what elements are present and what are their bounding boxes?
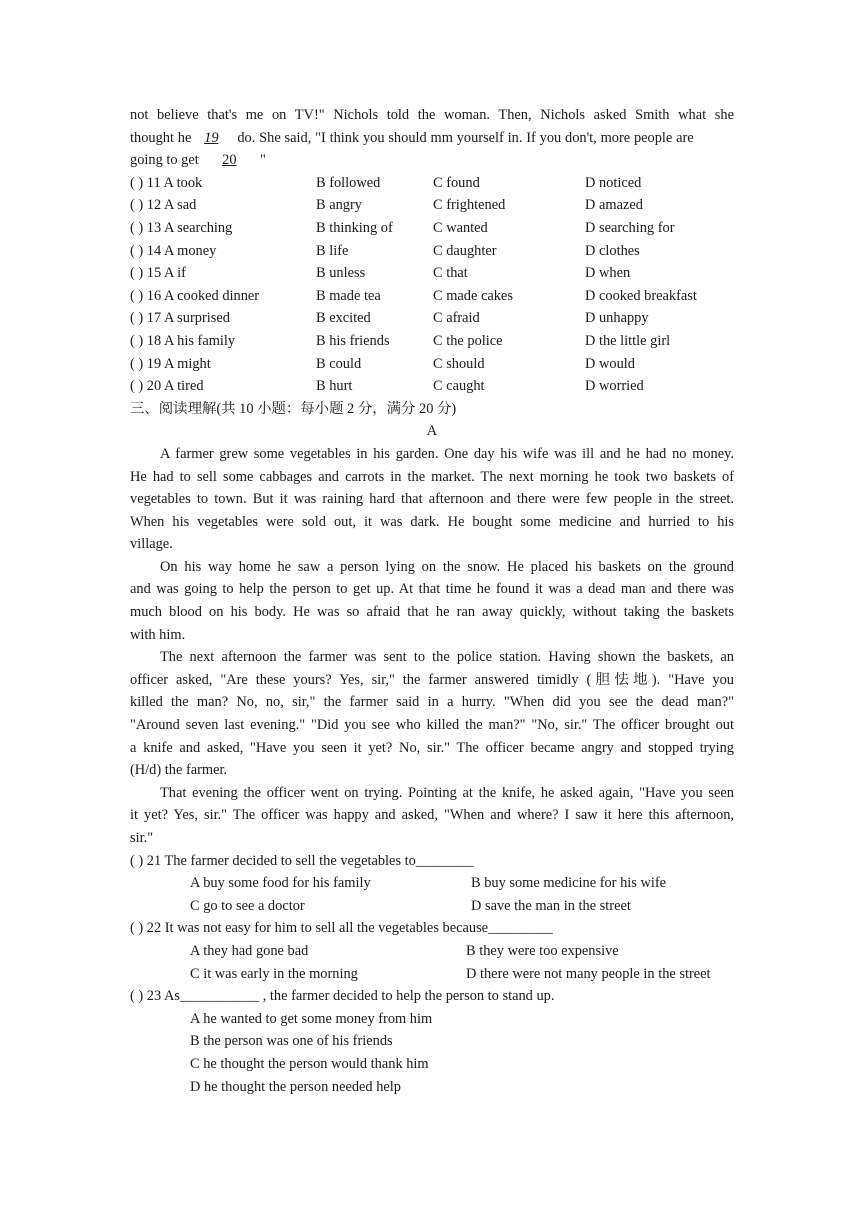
question-number: ( ) 13 A searching bbox=[130, 219, 233, 236]
blank-20: 20 bbox=[222, 152, 237, 169]
question-number: ( ) 19 A might bbox=[130, 355, 211, 372]
passage-line: much blood on his body. He was so afraid that he ran away quickly, without taking the baskets bbox=[130, 604, 734, 621]
option-b: B buy some medicine for his wife bbox=[471, 875, 667, 892]
option-d: D worried bbox=[585, 378, 644, 395]
option-row bbox=[130, 895, 734, 918]
question-stem: ( ) 23 As___________ , the farmer decided to help the person to stand up. bbox=[130, 988, 555, 1005]
option-c: C he thought the person would thank him bbox=[190, 1055, 429, 1072]
passage-line: On his way home he saw a person lying on the snow. He placed his baskets on the ground bbox=[160, 558, 734, 575]
option-row bbox=[130, 963, 734, 986]
option-c: C should bbox=[433, 355, 485, 372]
option-d: D would bbox=[585, 355, 635, 372]
question-stem: ( ) 21 The farmer decided to sell the vegetables to________ bbox=[130, 852, 474, 869]
passage-text: do. She said, "I think you should mm yourself in. If you don't, more people are bbox=[237, 129, 694, 146]
cloze-row bbox=[130, 353, 734, 376]
question-number: ( ) 14 A money bbox=[130, 242, 217, 259]
option-d: D unhappy bbox=[585, 310, 649, 327]
question-stem: ( ) 22 It was not easy for him to sell all the vegetables because_________ bbox=[130, 920, 553, 937]
passage-text: " bbox=[259, 152, 266, 169]
document-page bbox=[130, 104, 734, 1098]
option-d: D searching for bbox=[585, 219, 675, 236]
passage-line: That evening the officer went on trying. Pointing at the knife, he asked again, "Have you seen bbox=[160, 784, 734, 801]
passage-line: with him. bbox=[130, 626, 186, 643]
question-23 bbox=[130, 985, 734, 1098]
option-c: C frightened bbox=[433, 197, 506, 214]
question-22 bbox=[130, 917, 734, 985]
cloze-row bbox=[130, 240, 734, 263]
option-b: B thinking of bbox=[316, 219, 393, 236]
option-b: B they were too expensive bbox=[466, 942, 619, 959]
option-b: B unless bbox=[316, 265, 366, 282]
option-row bbox=[130, 872, 734, 895]
passage-line: The next afternoon the farmer was sent to the police station. Having shown the baskets, an bbox=[160, 649, 734, 666]
option-b: B life bbox=[316, 242, 349, 259]
cloze-row bbox=[130, 330, 734, 353]
cloze-row bbox=[130, 285, 734, 308]
question-21 bbox=[130, 850, 734, 918]
cloze-row bbox=[130, 262, 734, 285]
option-d: D save the man in the street bbox=[471, 897, 631, 914]
option-d: D he thought the person needed help bbox=[190, 1078, 402, 1095]
passage-line: A farmer grew some vegetables in his garden. One day his wife was ill and he had no money. bbox=[160, 445, 734, 462]
question-number: ( ) 18 A his family bbox=[130, 332, 236, 349]
option-c: C it was early in the morning bbox=[190, 965, 358, 982]
passage-line: it yet? Yes, sir." The officer was happy and asked, "When and where? I saw it here this afternoon, bbox=[130, 807, 734, 824]
option-c: C afraid bbox=[433, 310, 480, 327]
passage-line: and was going to help the person to get up. At that time he found it was a dead man and there was bbox=[130, 581, 734, 598]
question-number: ( ) 16 A cooked dinner bbox=[130, 287, 260, 304]
question-number: ( ) 15 A if bbox=[130, 265, 186, 282]
passage-line: vegetables to town. But it was raining hard that afternoon and there were few people in the street. bbox=[130, 491, 734, 508]
option-row bbox=[130, 940, 734, 963]
option-a: A buy some food for his family bbox=[190, 875, 371, 892]
option-d: D there were not many people in the street bbox=[466, 965, 711, 982]
passage-line: officer asked, "Are these yours? Yes, sir," the farmer answered timidly (胆怯地). "Have you bbox=[130, 671, 734, 688]
passage-line bbox=[130, 127, 734, 150]
passage-text: thought he bbox=[130, 129, 192, 146]
blank-19: 19 bbox=[204, 129, 219, 146]
section-title: 三、阅读理解(共 10 小题：每小题 2 分，满分 20 分) bbox=[130, 400, 457, 417]
passage-line: "Around seven last evening." "Did you see who killed the man?" "No, sir." The officer brought out bbox=[130, 717, 734, 734]
cloze-row bbox=[130, 375, 734, 398]
cloze-row bbox=[130, 307, 734, 330]
question-number: ( ) 20 A tired bbox=[130, 378, 204, 395]
cloze-row bbox=[130, 172, 734, 195]
passage-line: killed the man? No, no, sir," the farmer said in a hurry. "When did you see the dead man?" bbox=[130, 694, 734, 711]
option-c: C found bbox=[433, 174, 480, 191]
cloze-row bbox=[130, 217, 734, 240]
passage-line bbox=[130, 149, 734, 172]
question-number: ( ) 12 A sad bbox=[130, 197, 197, 214]
passage-line: not believe that's me on TV!" Nichols told the woman. Then, Nichols asked Smith what she bbox=[130, 107, 734, 123]
option-b: B his friends bbox=[316, 332, 390, 349]
option-b: B followed bbox=[316, 174, 381, 191]
cloze-options-list bbox=[130, 172, 734, 398]
question-number: ( ) 11 A took bbox=[130, 174, 203, 191]
passage-line: village. bbox=[130, 536, 173, 553]
option-c: C that bbox=[433, 265, 468, 282]
option-b: B angry bbox=[316, 197, 362, 214]
passage-line: (H/d) the farmer. bbox=[130, 762, 228, 779]
option-d: D clothes bbox=[585, 242, 640, 259]
passage-line: sir." bbox=[130, 830, 154, 846]
option-d: D the little girl bbox=[585, 332, 671, 349]
passage-label: A bbox=[426, 423, 438, 440]
option-c: C go to see a doctor bbox=[190, 897, 305, 914]
passage-line: When his vegetables were sold out, it was dark. He bought some medicine and hurried to his bbox=[130, 513, 734, 530]
option-a: A they had gone bad bbox=[190, 942, 309, 959]
option-c: C daughter bbox=[433, 242, 497, 259]
option-c: C wanted bbox=[433, 219, 488, 236]
passage-line: a knife and asked, "Have you seen it yet? No, sir." The officer became angry and stopped trying bbox=[130, 739, 734, 756]
option-c: C the police bbox=[433, 332, 503, 349]
option-c: C caught bbox=[433, 378, 485, 395]
option-b: B the person was one of his friends bbox=[190, 1033, 393, 1050]
passage-text: going to get bbox=[130, 152, 199, 169]
question-number: ( ) 17 A surprised bbox=[130, 310, 230, 327]
option-a: A he wanted to get some money from him bbox=[190, 1010, 433, 1027]
cloze-row bbox=[130, 194, 734, 217]
option-d: D noticed bbox=[585, 174, 642, 191]
option-b: B excited bbox=[316, 310, 371, 327]
option-b: B hurt bbox=[316, 378, 353, 395]
option-d: D when bbox=[585, 265, 631, 282]
option-b: B could bbox=[316, 355, 362, 372]
option-b: B made tea bbox=[316, 287, 381, 304]
option-d: D amazed bbox=[585, 197, 643, 214]
option-d: D cooked breakfast bbox=[585, 287, 697, 304]
passage-line: He had to sell some cabbages and carrots in the market. The next morning he took two baskets of bbox=[130, 468, 734, 485]
option-c: C made cakes bbox=[433, 287, 513, 304]
reading-passage bbox=[130, 443, 734, 850]
